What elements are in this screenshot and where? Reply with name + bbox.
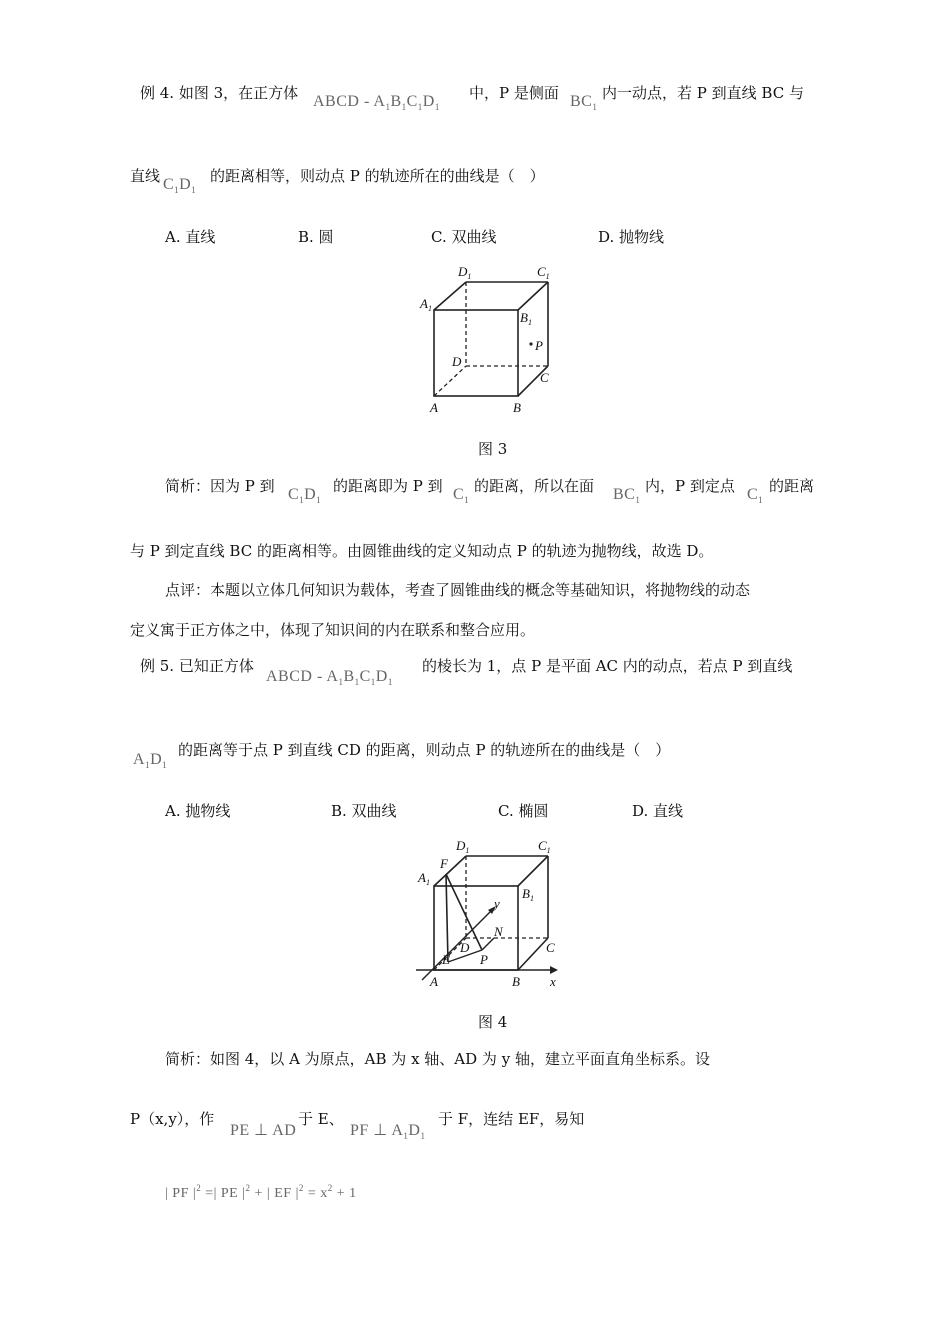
label-C1: $C_1$ bbox=[538, 838, 551, 855]
label-A: A bbox=[430, 974, 438, 989]
ex5-intro-text: 例 5. 已知正方体 bbox=[140, 657, 254, 675]
analysis4-formula-c1d1: $C_1D_1$ bbox=[288, 486, 322, 505]
analysis5-line1: 简析：如图 4，以 A 为原点，AB 为 x 轴、AD 为 y 轴，建立平面直角坐标系。设 bbox=[165, 1050, 710, 1068]
analysis5-line2-start: P（x,y），作 bbox=[130, 1110, 215, 1128]
label-P: P bbox=[535, 338, 543, 353]
ex4-question-text: 的距离相等，则动点 P 的轨迹所在的曲线是（ ） bbox=[210, 167, 545, 185]
ex4-option-a: A. 直线 bbox=[165, 228, 216, 246]
label-D1: $D_1$ bbox=[458, 264, 472, 281]
analysis5-formula-pf: PF ⊥ $A_1D_1$ bbox=[350, 1122, 426, 1141]
ex5-option-c: C. 椭圆 bbox=[498, 802, 549, 820]
ex4-cube-formula: ABCD - $A_1B_1C_1D_1$ bbox=[313, 93, 440, 112]
label-D1: $D_1$ bbox=[456, 838, 470, 855]
label-B1: $B_1$ bbox=[520, 310, 532, 327]
ex4-option-d: D. 抛物线 bbox=[598, 228, 665, 246]
label-A1: $A_1$ bbox=[420, 296, 432, 313]
analysis5-formula-pe: PE ⊥ AD bbox=[230, 1122, 297, 1139]
label-C: C bbox=[540, 370, 549, 385]
ex5-text-mid: 的棱长为 1，点 P 是平面 AC 内的动点，若点 P 到直线 bbox=[422, 657, 793, 675]
figure-4-cube bbox=[412, 836, 572, 992]
label-D: D bbox=[460, 940, 470, 955]
ex5-question-text: 的距离等于点 P 到直线 CD 的距离，则动点 P 的轨迹所在的曲线是（ ） bbox=[178, 741, 671, 759]
label-P: P bbox=[480, 952, 488, 967]
figure-3-caption: 图 3 bbox=[478, 440, 508, 458]
label-B: B bbox=[512, 974, 520, 989]
ex4-option-b: B. 圆 bbox=[298, 228, 334, 246]
figure-4-caption: 图 4 bbox=[478, 1013, 508, 1031]
analysis5-line2-end: 于 F，连结 EF，易知 bbox=[438, 1110, 585, 1128]
analysis4-text-a: 简析：因为 P 到 bbox=[165, 477, 275, 495]
label-y: y bbox=[494, 896, 500, 911]
ex4-text-mid: 中，P 是侧面 bbox=[469, 84, 559, 102]
ex4-line2-start: 直线 bbox=[130, 167, 161, 185]
analysis4-text-b: 的距离即为 P 到 bbox=[333, 477, 443, 495]
comment-line1: 点评：本题以立体几何知识为载体，考查了圆锥曲线的概念等基础知识，将抛物线的动态 bbox=[165, 581, 751, 599]
label-E: E bbox=[442, 952, 450, 967]
label-C: C bbox=[546, 940, 555, 955]
label-N: N bbox=[494, 924, 503, 939]
ex4-text-end: 内一动点，若 P 到直线 BC 与 bbox=[602, 84, 804, 102]
figure-3-cube bbox=[418, 262, 568, 420]
label-C1: $C_1$ bbox=[537, 264, 550, 281]
label-A1: $A_1$ bbox=[418, 870, 430, 887]
analysis4-formula-bc1: $BC_1$ bbox=[613, 486, 641, 505]
ex5-line-formula: $A_1D_1$ bbox=[133, 751, 168, 770]
ex4-face-formula: $BC_1$ bbox=[570, 93, 598, 112]
label-B1: $B_1$ bbox=[522, 886, 534, 903]
ex4-line-formula: $C_1D_1$ bbox=[163, 176, 197, 195]
ex5-cube-formula: ABCD - $A_1B_1C_1D_1$ bbox=[266, 668, 393, 687]
analysis4-text-d: 内，P 到定点 bbox=[645, 477, 735, 495]
point-p-dot bbox=[529, 342, 532, 345]
analysis4-formula-c1: $C_1$ bbox=[453, 486, 470, 505]
label-F: F bbox=[440, 856, 448, 871]
comment-line2: 定义寓于正方体之中，体现了知识间的内在联系和整合应用。 bbox=[130, 621, 536, 639]
label-A: A bbox=[430, 400, 438, 415]
ex4-option-c: C. 双曲线 bbox=[431, 228, 497, 246]
label-D: D bbox=[452, 354, 462, 369]
ex5-option-b: B. 双曲线 bbox=[331, 802, 397, 820]
analysis5-line2-mid: 于 E、 bbox=[298, 1110, 344, 1128]
ex5-option-d: D. 直线 bbox=[632, 802, 684, 820]
analysis5-equation: | PF $|^2$ =| PE $|^2$ + | EF $|^2 = x^2 + 1$ bbox=[165, 1183, 357, 1201]
x-axis-arrow bbox=[550, 966, 558, 974]
ex4-intro-text: 例 4. 如图 3，在正方体 bbox=[140, 84, 299, 102]
label-x: x bbox=[550, 974, 556, 989]
analysis4-text-c: 的距离，所以在面 bbox=[474, 477, 595, 495]
ex5-option-a: A. 抛物线 bbox=[165, 802, 231, 820]
analysis4-formula-c1-b: $C_1$ bbox=[747, 486, 764, 505]
label-B: B bbox=[513, 400, 521, 415]
analysis4-text-e: 的距离 bbox=[769, 477, 815, 495]
analysis4-line2: 与 P 到定直线 BC 的距离相等。由圆锥曲线的定义知动点 P 的轨迹为抛物线，故选 D。 bbox=[130, 542, 714, 560]
